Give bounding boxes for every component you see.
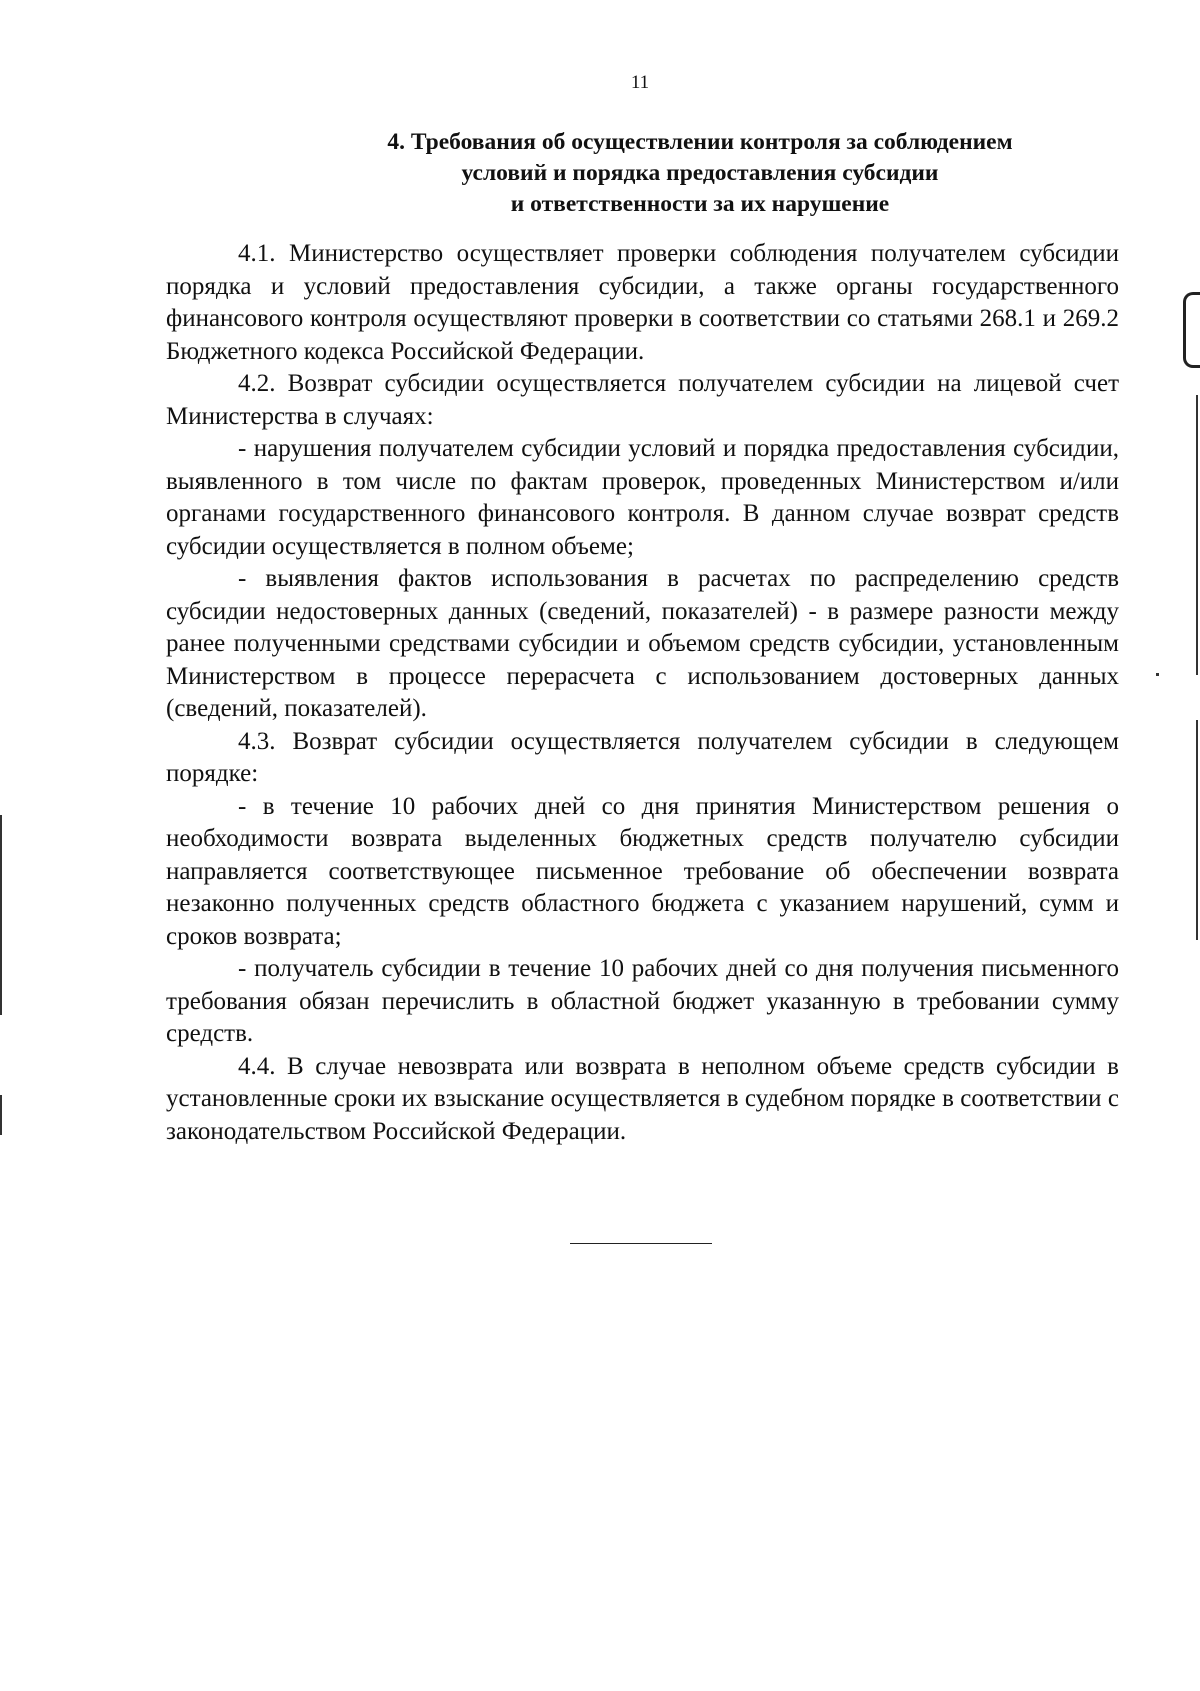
scan-edge-artifact [0, 1095, 2, 1135]
paragraph-4-2-item-2: - выявления фактов использования в расчетах по распределению средств субсидии недостоверных данных (сведений, показателей) - в размере разности между ранее полученными средствами субсидии и объемом средств субсидии, установленным Министерством в процессе перерасчета с использованием достоверных данных (сведений, показателей). [166, 565, 1119, 722]
scan-bracket-artifact [1183, 292, 1200, 368]
paragraph-4-3-item-2: - получатель субсидии в течение 10 рабочих дней со дня получения письменного требования обязан перечислить в областной бюджет указанную в требовании сумму средств. [166, 955, 1119, 1047]
scan-edge-artifact [0, 815, 2, 1015]
paragraph-4-1: 4.1. Министерство осуществляет проверки соблюдения получателем субсидии порядка и условий предоставления субсидии, а также органы государственного финансового контроля осуществляют проверки в соответствии со статьями 268.1 и 269.2 Бюджетного кодекса Российской Федерации. [166, 240, 1119, 365]
end-of-document-rule [570, 1243, 712, 1244]
section-title-line: и ответственности за их нарушение [510, 191, 890, 217]
section-title-line: условий и порядка предоставления субсидии [461, 160, 939, 186]
scan-dot-artifact [1156, 673, 1159, 676]
document-body [166, 238, 1119, 1148]
page-number: 11 [630, 72, 650, 93]
paragraph-4-2-item-1: - нарушения получателем субсидии условий и порядка предоставления субсидии, выявленного в том числе по фактам проверок, проведенных Министерством и/или органами государственного финансового контроля. В данном случае возврат средств субсидии осуществляется в полном объеме; [166, 435, 1119, 560]
paragraph-4-3-item-1: - в течение 10 рабочих дней со дня принятия Министерством решения о необходимости возврата выделенных бюджетных средств получателю субсидии направляется соответствующее письменное требование об обеспечении возврата незаконно полученных средств областного бюджета с указанием нарушений, сумм и сроков возврата; [166, 792, 1119, 950]
paragraph-4-2: 4.2. Возврат субсидии осуществляется получателем субсидии на лицевой счет Министерства в случаях: [166, 370, 1119, 430]
section-title [240, 127, 1160, 220]
section-title-line: 4. Требования об осуществлении контроля за соблюдением [387, 129, 1013, 155]
scan-edge-artifact [1196, 720, 1198, 940]
paragraph-4-4: 4.4. В случае невозврата или возврата в неполном объеме средств субсидии в установленные сроки их взыскание осуществляется в судебном порядке в соответствии с законодательством Российской Федерации. [166, 1052, 1119, 1145]
paragraph-4-3: 4.3. Возврат субсидии осуществляется получателем субсидии в следующем порядке: [166, 727, 1119, 787]
scan-edge-artifact [1196, 395, 1198, 675]
